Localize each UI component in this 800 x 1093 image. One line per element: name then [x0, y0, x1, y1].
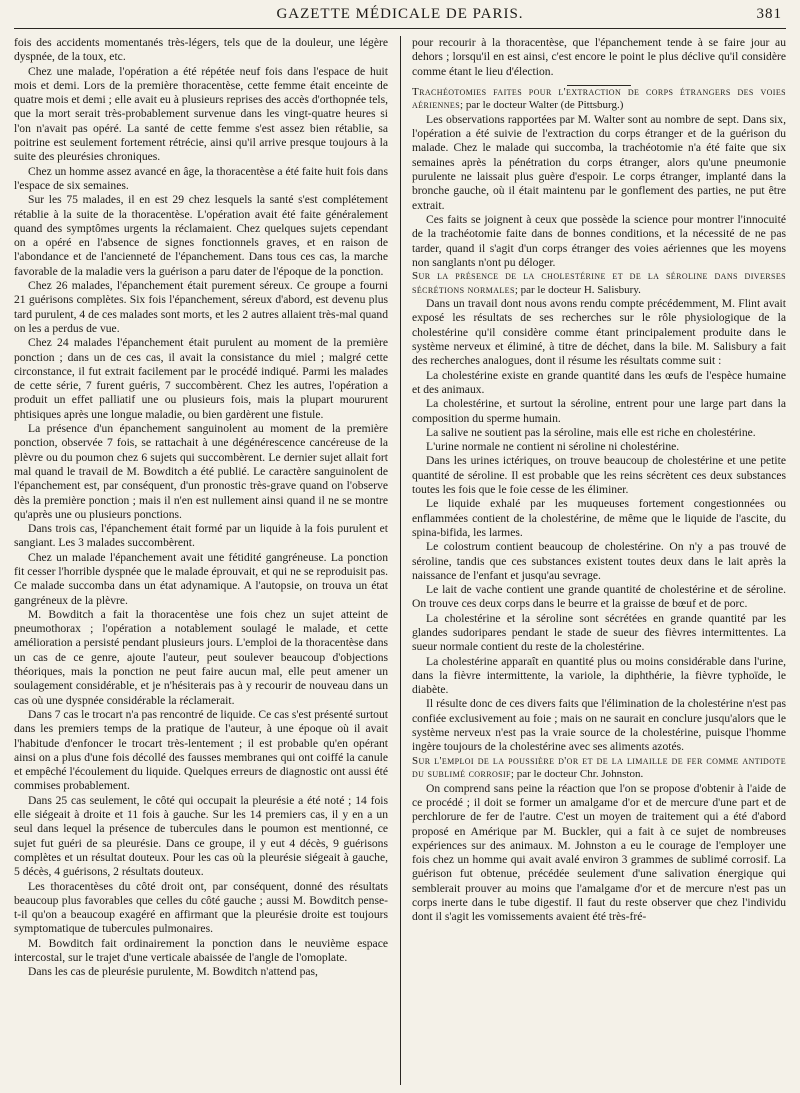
paragraph: Le lait de vache contient une grande quantité de cholestérine et de séroline. On trouve ces deux corps dans le beurre et la graisse de bœuf et de porc.: [412, 583, 786, 611]
paragraph: La présence d'un épanchement sanguinolent au moment de la première ponction, observée 7 fois, se rattachait à une dégénérescence cancéreuse de la plèvre ou du poumon chez 6 sujets qui succombèrent. Le dernier sujet allait fort mal quand le travail de M. Bowditch a été publié. Le caractère sanguinolent de l'épanchement est, par conséquent, d'un pronostic très-grave quand on l'observe dès la première ponction ; mais il n'en est nullement ainsi quand il ne se montre qu'après une ou plusieurs ponctions.: [14, 422, 388, 521]
paragraph: La salive ne soutient pas la séroline, mais elle est riche en cholestérine.: [426, 425, 756, 439]
paragraph: M. Bowditch fait ordinairement la ponction dans le neuvième espace intercostal, sur le trajet d'une verticale abaissée de l'angle de l'omoplate.: [14, 936, 388, 964]
paragraph: Chez 24 malades l'épanchement était purulent au moment de la première ponction ; dans un de ces cas, il avait la consistance du miel ; malgré cette circonstance, il fut extrait facilement par le procédé indiqué. Parmi les malades de cette série, 7 furent guéris, 7 succombèrent. Chez les autres, l'opération a produit un effet palliatif une ou plusieurs fois, mais la plupart moururent phtisiques après une longue maladie, ou bien gardèrent une fistule.: [14, 336, 388, 421]
paragraph: Chez un homme assez avancé en âge, la thoracentèse a été faite huit fois dans l'espace de six semaines.: [14, 164, 388, 192]
column-divider: [400, 36, 401, 1085]
paragraph: Dans un travail dont nous avons rendu compte précédemment, M. Flint avait exposé les résultats de ses recherches sur le rôle physiologique de la cholestérine qu'il considère comme étant principalement produite dans le système nerveux et éliminé, à titre de déchet, dans la bile. M. Salisbury a fait des recherches analogues, dont il résume les résultats comme suit :: [412, 297, 786, 368]
section-author: ; par le docteur H. Salisbury.: [514, 283, 641, 296]
paragraph: Les thoracentèses du côté droit ont, par conséquent, donné des résultats beaucoup plus favorables que celles du côté gauche ; aussi M. Bowditch pense-t-il qu'on a beaucoup exagéré en affirmant que la pleurésie droite est toujours symptomatique de tubercules pulmonaires.: [14, 879, 388, 936]
section-author: ; par le docteur Chr. Johnston.: [510, 768, 644, 781]
paragraph: Dans les cas de pleurésie purulente, M. Bowditch n'attend pas,: [28, 965, 318, 979]
paragraph: Il résulte donc de ces divers faits que l'élimination de la cholestérine n'est pas confiée exclusivement au foie ; mais on ne saurait en conclure jusqu'alors que le système nerveux n'est pas la vraie source de la cholestérine, puisque l'homme ingère toujours de la cholestérine avec ses aliments azotés.: [412, 697, 786, 754]
paragraph: Sur les 75 malades, il en est 29 chez lesquels la santé s'est complétement rétablie à la suite de la thoracentèse. L'opération avait été faite généralement quand des symptômes urgents la réclamaient. Chez quelques sujets cependant on a opéré en l'absence de signes fonctionnels graves, et en raison de l'abondance et de l'ancienneté de l'épanchement. Dans tous ces cas, la marche favorable de la maladie vers la guérison a paru dater de l'époque de la ponction.: [14, 193, 388, 278]
section-heading: [412, 270, 786, 297]
paragraph: La cholestérine apparaît en quantité plus ou moins considérable dans l'urine, dans la fièvre intermittente, la variole, la diphthérie, la fièvre typhoïde, le diabète.: [412, 654, 786, 697]
section-heading: [412, 755, 786, 782]
paragraph: Ces faits se joignent à ceux que possède la science pour montrer l'innocuité de la trachéotomie faite dans de bonnes conditions, et la nécessité de ne pas tarder, quand il s'agit d'un corps étranger des voies aériennes que les moyens non sanglants n'ont pu déloger.: [412, 212, 786, 269]
right-column: [412, 36, 786, 1088]
paragraph: Chez une malade, l'opération a été répétée neuf fois dans l'espace de huit mois et demi. Lors de la première thoracentèse, cette femme était enceinte de quatre mois et demi ; elle avait eu à plusieurs reprises des accès d'orthopnée tels, que la mort serait très-probablement survenue dans les vingt-quatre heures si l'on n'avait pas opéré. La santé de cette femme s'est assez bien rétablie, sa poitrine est seulement fortement rétrécie, ainsi qu'il arrive presque toujours à la suite des pleurésies chroniques.: [14, 64, 388, 164]
section-title: Sur la présence de la cholestérine et de la séroline dans diverses sécrétions normales: [412, 270, 786, 296]
paragraph: pour recourir à la thoracentèse, que l'épanchement tende à se faire jour au dehors ; lorsqu'il en est ainsi, c'est encore le point le plus déclive qu'il considère comme étant le lieu d'élection.: [412, 36, 786, 78]
section-title: Trachéotomies faites pour l'extraction de corps étrangers des voies aériennes: [412, 85, 786, 112]
paragraph: Le colostrum contient beaucoup de cholestérine. On n'y a pas trouvé de séroline, tandis que ces substances existent toutes deux dans le lait après la naissance de l'enfant et jusqu'au sevrage.: [412, 540, 786, 582]
section-title: Sur l'emploi de la poussière d'or et de la limaille de fer comme antidote du sublimé corrosif: [412, 754, 786, 781]
paragraph: Dans trois cas, l'épanchement était formé par un liquide à la fois purulent et sangiant. Les 3 malades succombèrent.: [14, 522, 388, 550]
paragraph: Le liquide exhalé par les muqueuses fortement congestionnées ou enflammées contient de la cholestérine, de même que le liquide de l'ascite, du spina-bifida, les larmes.: [412, 497, 786, 539]
paragraph: Dans 25 cas seulement, le côté qui occupait la pleurésie a été noté ; 14 fois elle siégeait à droite et 11 fois à gauche. Sur les 14 premiers cas, il y en a un seul dans lequel la présence de tubercules dans le poumon est mentionné, ce sujet fut guéri de sa pleurésie. Dans ce groupe, il y eut 4 décès, 9 guérisons complètes et un résultat douteux. Pour les cas où la pleurésie siégeait à gauche, 5 décès, 4 guérisons, 2 résultats douteux.: [14, 793, 388, 879]
paragraph: On comprend sans peine la réaction que l'on se propose d'obtenir à l'aide de ce procédé ; il doit se former un amalgame d'or et de mercure d'une part et de perchlorure de fer de l'autre. C'est un moyen de traitement qui a été d'abord proposé en Amérique par M. Buckler, qui a fait à ce sujet de nombreuses expériences sur des animaux. M. Johnston a eu le courage de l'employer une fois chez un homme qui avait avalé environ 3 grammes de sublimé corrosif. La guérison fut obtenue, précédée seulement d'une salivation énergique qui semblerait prouver au moins que l'amalgame d'or et de mercure n'est pas un corps inerte dans le tube digestif. Il faut du reste observer que chez l'individu dont il s'agit les vomissements avaient été très-fré-: [412, 781, 786, 924]
paragraph: La cholestérine existe en grande quantité dans les œufs de l'espèce humaine et des animaux.: [412, 368, 786, 396]
paragraph: Dans les urines ictériques, on trouve beaucoup de cholestérine et une petite quantité de séroline. Il est probable que les reins sécrètent ces deux substances toutes les fois que le foie cesse de les éliminer.: [412, 454, 786, 497]
paragraph: Chez un malade l'épanchement avait une fétidité gangréneuse. La ponction fit cesser l'horrible dyspnée que le malade éprouvait, et qui ne se reproduisit pas. Ce malade succomba dans un état adynamique. A l'autopsie, on trouva un état gangréneux de la plèvre.: [14, 550, 388, 607]
paragraph: L'urine normale ne contient ni séroline ni cholestérine.: [426, 440, 680, 454]
paragraph: Dans 7 cas le trocart n'a pas rencontré de liquide. Ce cas s'est présenté surtout dans les premiers temps de la pratique de l'auteur, à une époque où il avait l'habitude d'enfoncer le trocart très-lentement ; il est probable qu'en opérant ainsi on a plus d'une fois décollé des fausses membranes qui ont coiffé la canule et empêché l'écoulement du liquide. Quelques erreurs de diagnostic ont aussi été commises probablement.: [14, 707, 388, 793]
paragraph: fois des accidents momentanés très-légers, tels que de la douleur, une légère dyspnée, de la toux, etc.: [14, 36, 388, 64]
header-rule: [14, 28, 786, 29]
paragraph: La cholestérine, et surtout la séroline, entrent pour une large part dans la composition du sperme humain.: [412, 397, 786, 425]
section-heading: [412, 86, 786, 113]
paragraph: La cholestérine et la séroline sont sécrétées en grande quantité par les glandes sudoripares pendant le stade de sueur des fièvres intermittentes. La sueur normale contient du reste de la cholestérine.: [412, 611, 786, 654]
paragraph: M. Bowditch a fait la thoracentèse une fois chez un sujet atteint de pneumothorax ; l'opération a notablement soulagé le malade, et cette amélioration a persisté pendant plusieurs jours. L'emploi de la thoracentèse dans un cas de ce genre, ajoute l'auteur, peut soulever beaucoup d'objections théoriques, mais la ponction ne peut faire aucun mal, elle peut amener un soulagement considérable, et je n'hésiterais pas à y recourir de nouveau dans un cas où une dyspnée considérable la réclamerait.: [14, 607, 388, 707]
section-author: ; par le docteur Walter (de Pittsburg.): [460, 99, 624, 112]
page-header: [0, 6, 800, 28]
journal-title: GAZETTE MÉDICALE DE PARIS.: [276, 6, 524, 22]
left-column: [14, 36, 388, 1088]
paragraph: Les observations rapportées par M. Walter sont au nombre de sept. Dans six, l'opération a été suivie de l'extraction du corps étranger et de la guérison du malade. Chez le malade qui succomba, la trachéotomie n'a été faite que six semaines après la pénétration du corps étranger, alors qu'une pneumonie purulente ne laissait plus guère d'espoir. Le corps étranger, implanté dans la bronche gauche, où il était maintenu par le gonflement des parties, ne put être extrait.: [412, 112, 786, 212]
paragraph: Chez 26 malades, l'épanchement était purement séreux. Ce groupe a fourni 21 guérisons complètes. Six fois l'épanchement, séreux d'abord, est devenu plus tard purulent, 4 de ces malades sont morts, et les 2 autres allaient très-mal quand on les a perdus de vue.: [14, 279, 388, 335]
page-number: 381: [756, 6, 782, 22]
